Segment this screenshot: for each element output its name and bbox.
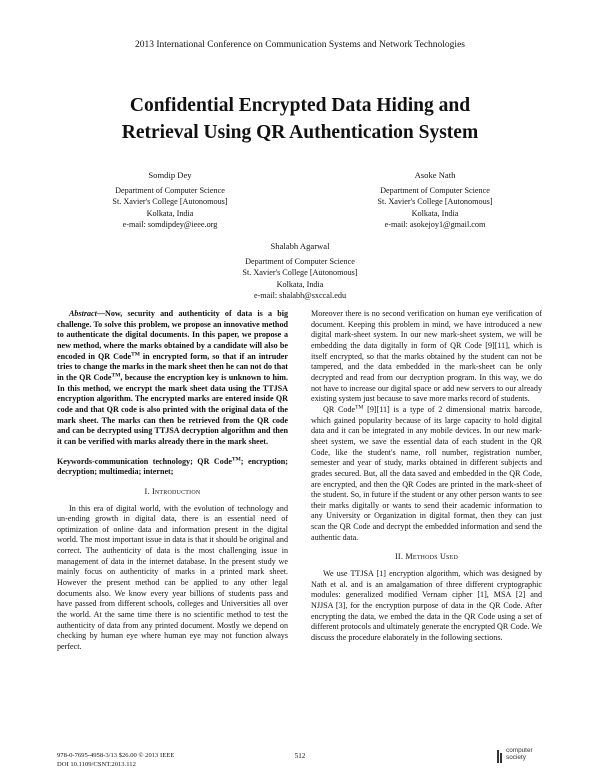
- author-city: Kolkata, India: [146, 208, 194, 218]
- author-college: St. Xavier's College [Autonomous]: [242, 268, 358, 278]
- author-block-1: [70, 170, 270, 230]
- right-paragraph-2: QR Code™ [9][11] is a type of 2 dimensional matrix barcode, which gained popularity because of its large capacity to hold digital data and it can be integrated in any mobile devices. In our new mark-sheet system, we save the essential data of each student in the QR Code, like the student's name, roll number, registration number, semester and year of study, marks obtained in different subjects and grades secured. But, all the data saved and embedded in the QR Code, are encrypted, and then the QR Codes are printed in the mark-sheet of the student. So, in future if the student or any other person wants to see their marks digitally or wants to send their academic information to any University or Organization in digital format, then they can just scan the QR Code and decrypt the embedded information and send the authentic data.: [311, 404, 542, 542]
- author-name: Shalabh Agarwal: [270, 241, 330, 251]
- author-block-2: [330, 170, 540, 230]
- abstract-text-3: , because the encryption key is unknown to him. In this method, we encrypt the mark sheet data using the TTJSA encryption algorithm. The encrypted marks are entered inside QR code and that QR code is also printed with the original data of the mark sheet. The marks can then be retrieved from the QR code and can be decrypted using TTJSA decryption algorithm and then it can be verified with marks already there in the mark sheet.: [57, 372, 288, 446]
- abstract: Abstract—Now, security and authenticity of data is a big challenge. To solve this problem, we propose an innovative method to authenticate the digital documents. In this paper, we propose a new method, where the marks obtained by a candidate will also be encoded in QR Code™ in encrypted form, so that if an intruder tries to change the marks in the mark sheet then he can not do that in the QR Code™, because the encryption key is unknown to him. In this method, we encrypt the mark sheet data using the TTJSA encryption algorithm. The encrypted marks are entered inside QR code and that QR code is also printed with the original data of the mark sheet. The marks can then be retrieved from the QR code and can be decrypted using TTJSA decryption algorithm and then it can be verified with marks already there in the mark sheet.: [57, 309, 288, 446]
- author-name: Asoke Nath: [414, 170, 456, 180]
- computer-society-mark-icon: [497, 750, 504, 763]
- section-heading-methods: II. Methods Used: [395, 552, 458, 562]
- computer-society-logo: [497, 748, 543, 768]
- conference-header: 2013 International Conference on Communication Systems and Network Technologies: [134, 40, 465, 50]
- author-email: e-mail: somdipdey@ieee.org: [122, 219, 218, 229]
- author-dept: Department of Computer Science: [380, 186, 490, 196]
- author-block-3: [195, 241, 405, 301]
- abstract-text-1: Now, security and authenticity of data is a big challenge. To solve this problem, we propose an innovative method to authenticate the digital documents. In this paper, we propose a new method, where the marks obtained by a candidate will also be encoded in QR Code: [57, 309, 288, 361]
- keywords: Keywords-communication technology; QR Code™; encryption; decryption; multimedia; internet;: [57, 455, 289, 477]
- logo-text-society: society: [506, 753, 526, 761]
- author-city: Kolkata, India: [276, 279, 324, 289]
- author-name: Somdip Dey: [148, 170, 192, 180]
- title-line-1: Confidential Encrypted Data Hiding and: [129, 95, 471, 116]
- right-paragraph-1: Moreover there is no second verification on human eye verification of document. Keeping this problem in mind, we have introduced a new digital mark-sheet system. In our new mark-sheet system, we will be embedding the data digitally in form of QR Code [9][11], which is itself encrypted, so that the marks obtained by the student can not be tampered, and the data embedded in the mark-sheet can be only decrypted and read from our decryption program. In this way, we do not have to increase our digital space or add new servers to our already existing system just because to save more marks record of students.: [311, 309, 542, 404]
- author-email: e-mail: asokejoy1@gmail.com: [384, 219, 486, 229]
- introduction-paragraph: In this era of digital world, with the evolution of technology and un-ending growth in digital data, there is an essential need of optimization of online data and information present in the digital world. The most important issue in data is that it should be original and correct. The authenticity of data is the most challenging issue in management of data in the internet database. In the present study we mainly focus on authenticity of marks in a printed mark sheet. However the present method can be applied to any other legal documents also. We know every year billions of students pass and have passed from different schools, colleges and Universities all over the world. At the same time there is no scientific method to test the authenticity of data from any printed document. Mostly we depend on checking by human eye where human eye may not function always perfect.: [57, 503, 288, 652]
- footer-doi: DOI 10.1109/CSNT.2013.112: [57, 760, 136, 768]
- page-number: 512: [294, 752, 306, 760]
- author-email: e-mail: shalabh@sxccal.edu: [253, 290, 347, 300]
- author-dept: Department of Computer Science: [245, 257, 355, 267]
- author-college: St. Xavier's College [Autonomous]: [377, 197, 493, 207]
- section-heading-introduction: I. Introduction: [144, 486, 201, 496]
- methods-paragraph: We use TTJSA [1] encryption algorithm, which was designed by Nath et al. and is an amalgamation of three different cryptographic modules: generalized modified Vernam cipher [1], MSA [2] and NJJSA [3], for the encryption purpose of data in the QR Code. After encrypting the data, we embed the data in the QR Code using a set of different protocols and ultimately generate the encrypted QR Code. We discuss the procedure elaborately in the following sections.: [311, 569, 542, 643]
- author-college: St. Xavier's College [Autonomous]: [112, 197, 228, 207]
- abstract-text-2: in encrypted form, so that if an intruder tries to change the marks in the mark sheet then he can not do that in the QR Code: [57, 351, 288, 382]
- paper-title: [40, 92, 560, 146]
- abstract-label: Abstract: [69, 309, 97, 318]
- logo-text-computer: computer: [506, 747, 533, 754]
- author-dept: Department of Computer Science: [115, 186, 225, 196]
- footer-isbn: 978-0-7695-4958-3/13 $26.00 © 2013 IEEE: [57, 752, 175, 759]
- author-city: Kolkata, India: [411, 208, 459, 218]
- left-column: [57, 309, 288, 653]
- right-column: [311, 309, 542, 644]
- title-line-2: Retrieval Using QR Authentication System: [121, 122, 479, 143]
